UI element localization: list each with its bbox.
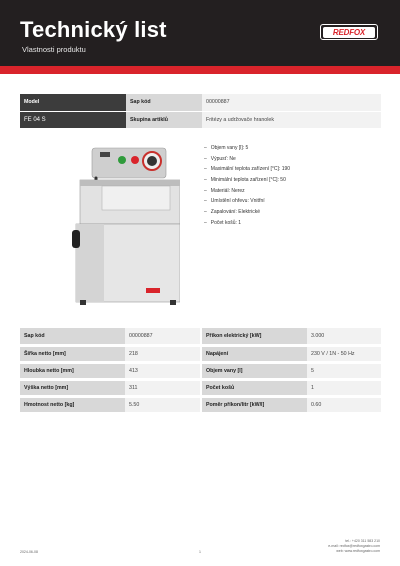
param-label: Šířka netto [mm] [20,345,125,362]
footer-date: 2024-06-08 [20,550,38,554]
param-value: 3.000 [307,328,381,345]
param-label: Sap kód [20,328,125,345]
info-row [20,111,381,128]
table-row [20,362,381,379]
feature-item: – Maximální teplota zařízení [°C]: 190 [204,164,290,175]
feature-item: – Materiál: Nerez [204,186,290,197]
product-info-table [20,94,381,129]
param-value: 1 [307,379,381,396]
footer-email[interactable]: e-mail: redfox@redfoxgastro.com [328,544,380,548]
param-label: Poměr příkon/litr [kW/l] [201,396,307,413]
table-row [20,379,381,396]
group-value: Fritézy a udržovače hranolek [202,111,381,128]
sap-value: 00000887 [202,94,381,111]
param-value: 5 [307,362,381,379]
model-value: FE 04 S [20,111,126,128]
brand-logo-text: REDFOX [332,27,366,37]
feature-item: – Zapalování: Elektrické [204,207,290,218]
param-label: Hloubka netto [mm] [20,362,125,379]
feature-item: – Výpusť: Ne [204,154,290,165]
footer-web[interactable]: web: www.redfoxgastro.com [336,549,380,553]
param-value: 0.60 [307,396,381,413]
header-accent-stripe [0,66,400,74]
brand-logo-plate [323,27,375,38]
table-row [20,345,381,362]
info-row [20,94,381,111]
page-title: Technický list [20,17,167,42]
feature-item: – Minimální teplota zařízení [°C]: 50 [204,175,290,186]
feature-list [204,143,290,229]
param-label: Napájení [201,345,307,362]
param-label: Hmotnost netto [kg] [20,396,125,413]
param-value: 218 [125,345,201,362]
page-number: 1 [199,550,201,554]
table-row [20,328,381,345]
param-value: 00000887 [125,328,201,345]
param-value: 230 V / 1N - 50 Hz [307,345,381,362]
param-value: 5.50 [125,396,201,413]
param-label: Příkon elektrický [kW] [201,328,307,345]
param-label: Výška netto [mm] [20,379,125,396]
feature-item: – Umístění ohřevu: Vnitřní [204,196,290,207]
footer-contact [328,539,380,554]
feature-item: – Počet košů: 1 [204,218,290,229]
brand-logo [320,24,378,40]
page-subtitle: Vlastnosti produktu [22,45,86,54]
group-label: Skupina artiklů [126,111,202,128]
param-value: 413 [125,362,201,379]
model-label: Model [20,94,126,111]
parameters-table [20,328,381,415]
table-row [20,396,381,413]
param-label: Objem vany [l] [201,362,307,379]
footer-phone: tel.: +420 311 583 210 [345,539,380,543]
param-value: 311 [125,379,201,396]
param-label: Počet košů [201,379,307,396]
sap-label: Sap kód [126,94,202,111]
feature-item: – Objem vany [l]: 5 [204,143,290,154]
product-photo [72,142,180,308]
